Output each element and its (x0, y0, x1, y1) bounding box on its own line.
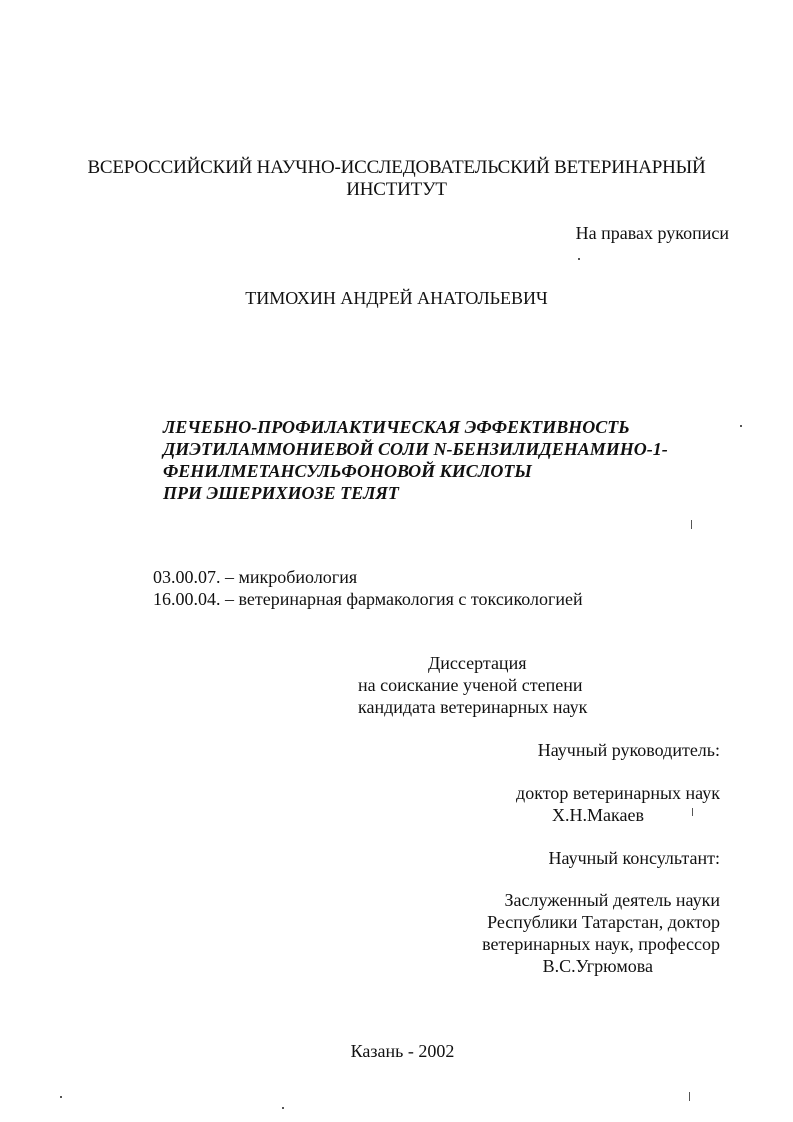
consultant-label (549, 847, 721, 869)
specialty-item: 16.00.04. – ветеринарная фармакология с токсикологией (153, 589, 583, 609)
supervisor-degree: доктор ветеринарных наук (516, 783, 720, 803)
consultant-info (482, 889, 720, 977)
scan-speck (692, 808, 693, 816)
scan-speck (691, 520, 692, 529)
city-year: Казань - 2002 (350, 1041, 455, 1061)
institute-line-2: ИНСТИТУТ (346, 179, 447, 200)
scan-speck (740, 425, 742, 427)
supervisor-label (538, 739, 720, 761)
author-name: ТИМОХИН АНДРЕЙ АНАТОЛЬЕВИЧ (245, 288, 548, 308)
title-line-4: ПРИ ЭШЕРИХИОЗЕ ТЕЛЯТ (163, 483, 399, 503)
consultant-line-3: ветеринарных наук, профессор (482, 934, 720, 954)
scan-speck (282, 1107, 284, 1109)
title-line-3: ФЕНИЛМЕТАНСУЛЬФОНОВОЙ КИСЛОТЫ (163, 461, 532, 481)
institute-line-1: ВСЕРОССИЙСКИЙ НАУЧНО-ИССЛЕДОВАТЕЛЬСКИЙ ВЕТЕРИНАРНЫЙ (87, 157, 706, 178)
degree-line-2: на соискание ученой степени (358, 675, 583, 695)
degree-line-1: Диссертация (428, 653, 527, 673)
consultant-line-2: Республики Татарстан, доктор (487, 912, 720, 932)
consultant-name: В.С.Угрюмова (542, 956, 653, 976)
scan-speck (578, 258, 580, 260)
title-line-2: ДИЭТИЛАММОНИЕВОЙ СОЛИ N-БЕНЗИЛИДЕНАМИНО-1- (163, 439, 668, 459)
institute-name (0, 157, 793, 201)
scan-speck (60, 1096, 62, 1098)
title-line-1: ЛЕЧЕБНО-ПРОФИЛАКТИЧЕСКАЯ ЭФФЕКТИВНОСТЬ (163, 417, 630, 437)
dissertation-title (163, 416, 668, 504)
degree-block (358, 652, 587, 718)
scan-speck (689, 1092, 690, 1101)
consultant-line-1: Заслуженный деятель науки (504, 890, 720, 910)
consultant-label-text: Научный консультант: (548, 848, 720, 868)
supervisor-info (516, 782, 720, 826)
manuscript-note: На правах рукописи (575, 223, 729, 243)
specialty-item: 03.00.07. – микробиология (153, 567, 358, 587)
supervisor-label-text: Научный руководитель: (537, 740, 720, 760)
supervisor-name: Х.Н.Макаев (552, 805, 644, 825)
specialty-list (153, 566, 583, 610)
degree-line-3: кандидата ветеринарных наук (358, 697, 588, 717)
